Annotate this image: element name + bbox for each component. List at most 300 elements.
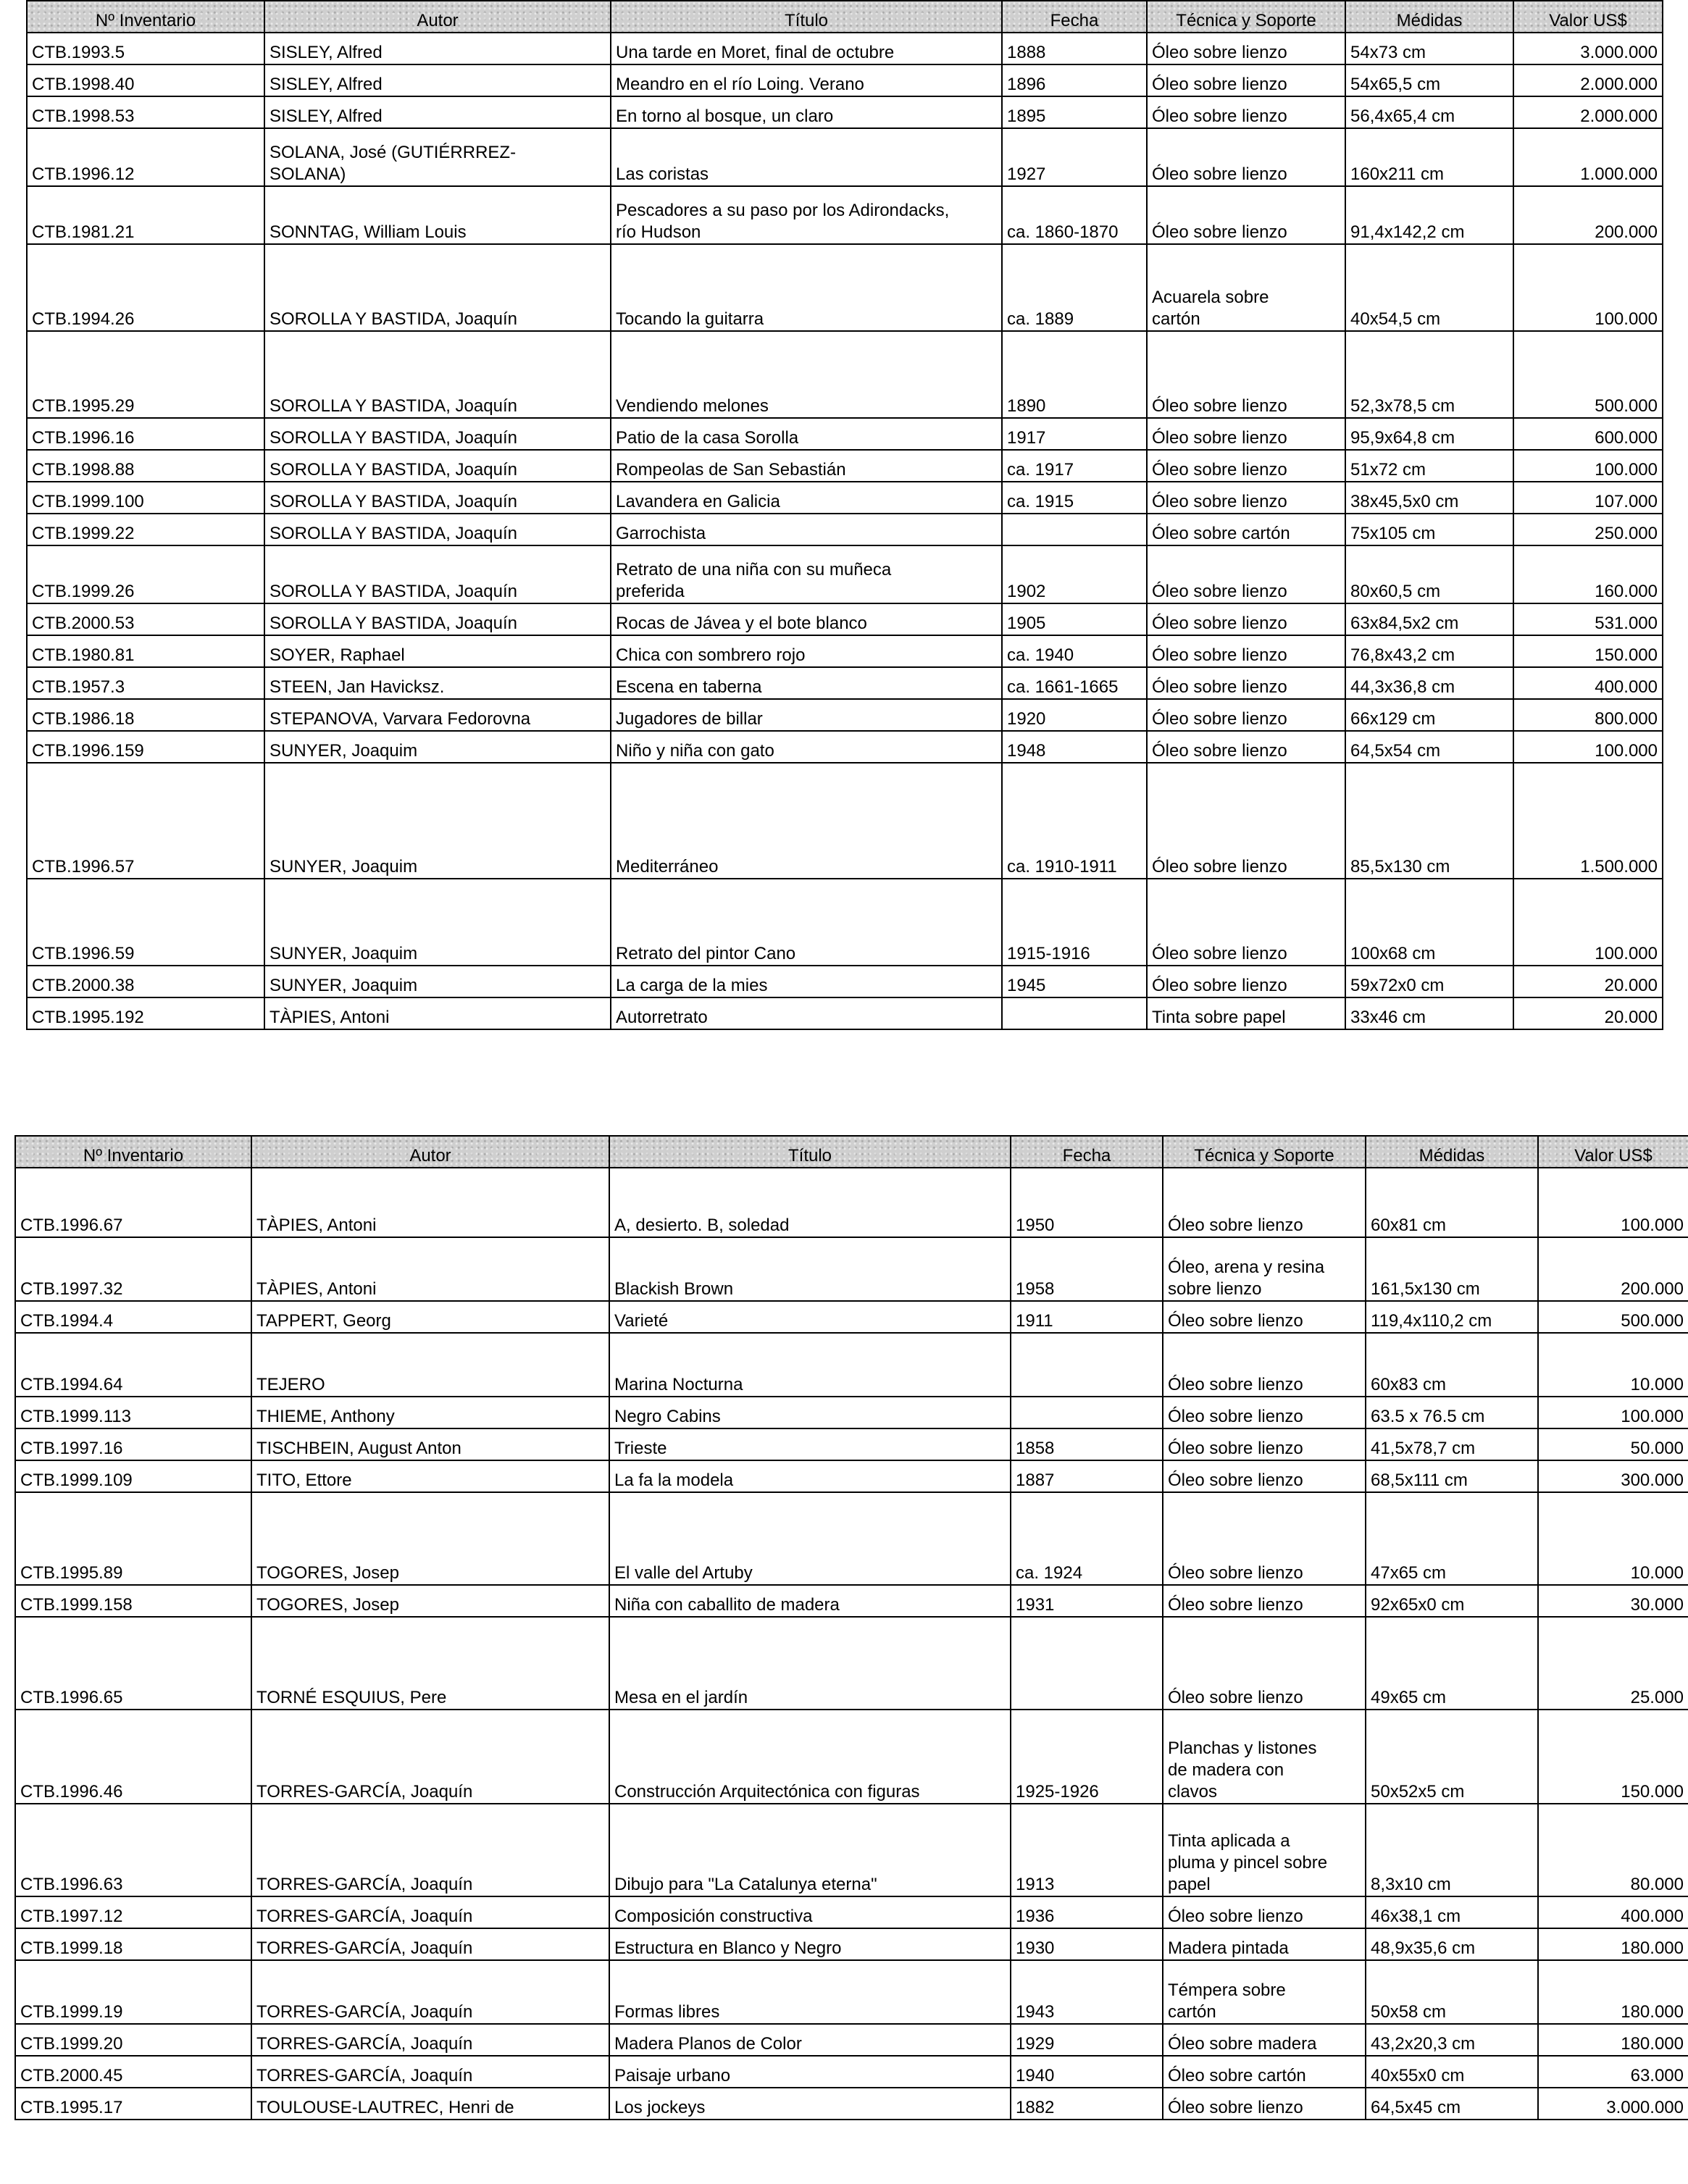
- dimensions-cell: 91,4x142,2 cm: [1345, 186, 1513, 244]
- technique-cell: Óleo sobre lienzo: [1163, 2088, 1366, 2120]
- author-cell: SONNTAG, William Louis: [264, 186, 611, 244]
- inventory-number-cell: CTB.1995.17: [15, 2088, 251, 2120]
- table-row: [27, 64, 1663, 96]
- title-cell: Construcción Arquitectónica con figuras: [609, 1710, 1011, 1804]
- author-cell: SOROLLA Y BASTIDA, Joaquín: [264, 418, 611, 450]
- table-1-body: [27, 33, 1663, 1029]
- technique-cell: Óleo sobre lienzo: [1163, 1168, 1366, 1237]
- date-cell: 1890: [1002, 331, 1147, 418]
- technique-cell: Óleo sobre lienzo: [1147, 418, 1345, 450]
- date-cell: 1915-1916: [1002, 879, 1147, 966]
- technique-cell: Tinta aplicada a pluma y pincel sobre papel: [1163, 1804, 1366, 1896]
- technique-cell: Óleo sobre lienzo: [1163, 1397, 1366, 1428]
- table-row: [27, 966, 1663, 997]
- dimensions-cell: 119,4x110,2 cm: [1366, 1301, 1538, 1333]
- date-cell: 1911: [1011, 1301, 1163, 1333]
- dimensions-cell: 64,5x54 cm: [1345, 731, 1513, 763]
- title-cell: Rocas de Jávea y el bote blanco: [611, 603, 1002, 635]
- dimensions-cell: 80x60,5 cm: [1345, 545, 1513, 603]
- dimensions-cell: 43,2x20,3 cm: [1366, 2024, 1538, 2056]
- dimensions-cell: 75x105 cm: [1345, 514, 1513, 545]
- author-cell: SOROLLA Y BASTIDA, Joaquín: [264, 450, 611, 482]
- author-cell: TOGORES, Josep: [251, 1585, 609, 1617]
- inventory-number-cell: CTB.1998.40: [27, 64, 264, 96]
- table-row: [15, 1168, 1688, 1237]
- inventory-number-cell: CTB.1996.65: [15, 1617, 251, 1710]
- inventory-number-cell: CTB.1997.32: [15, 1237, 251, 1301]
- technique-cell: Óleo sobre lienzo: [1163, 1617, 1366, 1710]
- header-row: [27, 1, 1663, 33]
- dimensions-cell: 66x129 cm: [1345, 699, 1513, 731]
- inventory-number-cell: CTB.1995.192: [27, 997, 264, 1029]
- value-cell: 3.000.000: [1513, 33, 1663, 64]
- technique-cell: Óleo sobre lienzo: [1163, 1492, 1366, 1585]
- title-cell: Meandro en el río Loing. Verano: [611, 64, 1002, 96]
- inventory-number-cell: CTB.1994.26: [27, 244, 264, 331]
- title-cell: Escena en taberna: [611, 667, 1002, 699]
- inventory-number-cell: CTB.1996.57: [27, 763, 264, 879]
- title-cell: Madera Planos de Color: [609, 2024, 1011, 2056]
- value-cell: 100.000: [1538, 1397, 1688, 1428]
- value-cell: 100.000: [1538, 1168, 1688, 1237]
- table-row: [15, 1428, 1688, 1460]
- date-cell: 1940: [1011, 2056, 1163, 2088]
- inventory-table-1: [26, 0, 1663, 1030]
- author-cell: STEEN, Jan Havicksz.: [264, 667, 611, 699]
- date-cell: 1927: [1002, 128, 1147, 186]
- author-cell: TÀPIES, Antoni: [251, 1168, 609, 1237]
- date-cell: 1882: [1011, 2088, 1163, 2120]
- author-cell: SUNYER, Joaquim: [264, 763, 611, 879]
- dimensions-cell: 76,8x43,2 cm: [1345, 635, 1513, 667]
- author-cell: SISLEY, Alfred: [264, 96, 611, 128]
- table-row: [15, 1237, 1688, 1301]
- technique-cell: Óleo sobre lienzo: [1147, 545, 1345, 603]
- technique-cell: Óleo sobre lienzo: [1147, 128, 1345, 186]
- author-cell: TORRES-GARCÍA, Joaquín: [251, 1960, 609, 2024]
- table-row: [27, 418, 1663, 450]
- value-cell: 10.000: [1538, 1333, 1688, 1397]
- table-row: [15, 1397, 1688, 1428]
- technique-cell: Óleo sobre lienzo: [1147, 731, 1345, 763]
- header-row: [15, 1136, 1688, 1168]
- value-cell: 80.000: [1538, 1804, 1688, 1896]
- table-row: [27, 33, 1663, 64]
- technique-cell: Óleo sobre lienzo: [1147, 331, 1345, 418]
- date-cell: [1011, 1333, 1163, 1397]
- dimensions-cell: 68,5x111 cm: [1366, 1460, 1538, 1492]
- inventory-number-cell: CTB.1999.19: [15, 1960, 251, 2024]
- technique-cell: Óleo sobre lienzo: [1163, 1896, 1366, 1928]
- dimensions-cell: 49x65 cm: [1366, 1617, 1538, 1710]
- author-cell: TÀPIES, Antoni: [264, 997, 611, 1029]
- title-cell: Dibujo para "La Catalunya eterna": [609, 1804, 1011, 1896]
- header-autor: Autor: [264, 1, 611, 33]
- title-cell: El valle del Artuby: [609, 1492, 1011, 1585]
- author-cell: TORNÉ ESQUIUS, Pere: [251, 1617, 609, 1710]
- title-cell: Blackish Brown: [609, 1237, 1011, 1301]
- author-cell: TITO, Ettore: [251, 1460, 609, 1492]
- title-cell: Tocando la guitarra: [611, 244, 1002, 331]
- inventory-number-cell: CTB.1996.59: [27, 879, 264, 966]
- date-cell: 1958: [1011, 1237, 1163, 1301]
- date-cell: ca. 1889: [1002, 244, 1147, 331]
- table-row: [15, 2024, 1688, 2056]
- date-cell: 1931: [1011, 1585, 1163, 1617]
- date-cell: 1929: [1011, 2024, 1163, 2056]
- dimensions-cell: 8,3x10 cm: [1366, 1804, 1538, 1896]
- inventory-number-cell: CTB.1999.100: [27, 482, 264, 514]
- table-row: [27, 879, 1663, 966]
- value-cell: 250.000: [1513, 514, 1663, 545]
- table-row: [15, 2088, 1688, 2120]
- value-cell: 200.000: [1513, 186, 1663, 244]
- value-cell: 150.000: [1513, 635, 1663, 667]
- dimensions-cell: 54x73 cm: [1345, 33, 1513, 64]
- inventory-number-cell: CTB.1993.5: [27, 33, 264, 64]
- inventory-number-cell: CTB.1996.46: [15, 1710, 251, 1804]
- author-cell: TEJERO: [251, 1333, 609, 1397]
- value-cell: 400.000: [1513, 667, 1663, 699]
- date-cell: 1905: [1002, 603, 1147, 635]
- value-cell: 63.000: [1538, 2056, 1688, 2088]
- date-cell: 1920: [1002, 699, 1147, 731]
- date-cell: 1917: [1002, 418, 1147, 450]
- dimensions-cell: 160x211 cm: [1345, 128, 1513, 186]
- author-cell: SOROLLA Y BASTIDA, Joaquín: [264, 603, 611, 635]
- value-cell: 1.500.000: [1513, 763, 1663, 879]
- dimensions-cell: 38x45,5x0 cm: [1345, 482, 1513, 514]
- inventory-number-cell: CTB.1996.12: [27, 128, 264, 186]
- technique-cell: Óleo sobre lienzo: [1163, 1333, 1366, 1397]
- value-cell: 180.000: [1538, 1960, 1688, 2024]
- author-cell: SUNYER, Joaquim: [264, 879, 611, 966]
- table-row: [27, 667, 1663, 699]
- technique-cell: Planchas y listones de madera con clavos: [1163, 1710, 1366, 1804]
- inventory-number-cell: CTB.1999.158: [15, 1585, 251, 1617]
- inventory-number-cell: CTB.1994.64: [15, 1333, 251, 1397]
- date-cell: 1888: [1002, 33, 1147, 64]
- header-valor: Valor US$: [1513, 1, 1663, 33]
- date-cell: [1011, 1617, 1163, 1710]
- dimensions-cell: 92x65x0 cm: [1366, 1585, 1538, 1617]
- table-row: [27, 96, 1663, 128]
- title-cell: Los jockeys: [609, 2088, 1011, 2120]
- header-titulo: Título: [609, 1136, 1011, 1168]
- date-cell: 1887: [1011, 1460, 1163, 1492]
- dimensions-cell: 40x54,5 cm: [1345, 244, 1513, 331]
- dimensions-cell: 60x83 cm: [1366, 1333, 1538, 1397]
- title-cell: Negro Cabins: [609, 1397, 1011, 1428]
- author-cell: THIEME, Anthony: [251, 1397, 609, 1428]
- table-row: [15, 1804, 1688, 1896]
- author-cell: TORRES-GARCÍA, Joaquín: [251, 1896, 609, 1928]
- header-fecha: Fecha: [1011, 1136, 1163, 1168]
- title-cell: Chica con sombrero rojo: [611, 635, 1002, 667]
- value-cell: 1.000.000: [1513, 128, 1663, 186]
- date-cell: 1858: [1011, 1428, 1163, 1460]
- dimensions-cell: 50x58 cm: [1366, 1960, 1538, 2024]
- technique-cell: Témpera sobre cartón: [1163, 1960, 1366, 2024]
- technique-cell: Óleo sobre lienzo: [1147, 667, 1345, 699]
- value-cell: 2.000.000: [1513, 96, 1663, 128]
- inventory-number-cell: CTB.2000.45: [15, 2056, 251, 2088]
- table-row: [15, 1617, 1688, 1710]
- author-cell: TISCHBEIN, August Anton: [251, 1428, 609, 1460]
- title-cell: Retrato del pintor Cano: [611, 879, 1002, 966]
- inventory-number-cell: CTB.1996.67: [15, 1168, 251, 1237]
- title-cell: Niño y niña con gato: [611, 731, 1002, 763]
- header-medidas: Médidas: [1366, 1136, 1538, 1168]
- inventory-number-cell: CTB.1980.81: [27, 635, 264, 667]
- title-cell: La carga de la mies: [611, 966, 1002, 997]
- dimensions-cell: 44,3x36,8 cm: [1345, 667, 1513, 699]
- dimensions-cell: 59x72x0 cm: [1345, 966, 1513, 997]
- dimensions-cell: 85,5x130 cm: [1345, 763, 1513, 879]
- value-cell: 180.000: [1538, 1928, 1688, 1960]
- date-cell: 1930: [1011, 1928, 1163, 1960]
- date-cell: 1936: [1011, 1896, 1163, 1928]
- dimensions-cell: 63x84,5x2 cm: [1345, 603, 1513, 635]
- title-cell: Rompeolas de San Sebastián: [611, 450, 1002, 482]
- technique-cell: Óleo sobre lienzo: [1147, 699, 1345, 731]
- date-cell: ca. 1860-1870: [1002, 186, 1147, 244]
- value-cell: 3.000.000: [1538, 2088, 1688, 2120]
- dimensions-cell: 95,9x64,8 cm: [1345, 418, 1513, 450]
- inventory-number-cell: CTB.1999.20: [15, 2024, 251, 2056]
- inventory-number-cell: CTB.1999.18: [15, 1928, 251, 1960]
- inventory-number-cell: CTB.2000.38: [27, 966, 264, 997]
- value-cell: 400.000: [1538, 1896, 1688, 1928]
- title-cell: Niña con caballito de madera: [609, 1585, 1011, 1617]
- title-cell: Vendiendo melones: [611, 331, 1002, 418]
- inventory-number-cell: CTB.1996.16: [27, 418, 264, 450]
- technique-cell: Óleo sobre lienzo: [1147, 879, 1345, 966]
- table-row: [27, 450, 1663, 482]
- value-cell: 300.000: [1538, 1460, 1688, 1492]
- table-row: [27, 635, 1663, 667]
- value-cell: 20.000: [1513, 997, 1663, 1029]
- title-cell: Pescadores a su paso por los Adirondacks, río Hudson: [611, 186, 1002, 244]
- author-cell: TOGORES, Josep: [251, 1492, 609, 1585]
- title-cell: Lavandera en Galicia: [611, 482, 1002, 514]
- table-row: [27, 186, 1663, 244]
- author-cell: SOROLLA Y BASTIDA, Joaquín: [264, 545, 611, 603]
- inventory-number-cell: CTB.1998.53: [27, 96, 264, 128]
- header-fecha: Fecha: [1002, 1, 1147, 33]
- table-row: [15, 1896, 1688, 1928]
- inventory-number-cell: CTB.1998.88: [27, 450, 264, 482]
- header-medidas: Médidas: [1345, 1, 1513, 33]
- inventory-number-cell: CTB.1957.3: [27, 667, 264, 699]
- table-row: [27, 514, 1663, 545]
- title-cell: En torno al bosque, un claro: [611, 96, 1002, 128]
- author-cell: SOYER, Raphael: [264, 635, 611, 667]
- date-cell: 1943: [1011, 1960, 1163, 2024]
- title-cell: Estructura en Blanco y Negro: [609, 1928, 1011, 1960]
- inventory-number-cell: CTB.1981.21: [27, 186, 264, 244]
- inventory-number-cell: CTB.1997.12: [15, 1896, 251, 1928]
- value-cell: 800.000: [1513, 699, 1663, 731]
- title-cell: Autorretrato: [611, 997, 1002, 1029]
- author-cell: TAPPERT, Georg: [251, 1301, 609, 1333]
- dimensions-cell: 100x68 cm: [1345, 879, 1513, 966]
- technique-cell: Óleo sobre lienzo: [1147, 635, 1345, 667]
- date-cell: 1913: [1011, 1804, 1163, 1896]
- technique-cell: Óleo sobre cartón: [1163, 2056, 1366, 2088]
- title-cell: Varieté: [609, 1301, 1011, 1333]
- value-cell: 500.000: [1513, 331, 1663, 418]
- technique-cell: Óleo sobre madera: [1163, 2024, 1366, 2056]
- title-cell: Las coristas: [611, 128, 1002, 186]
- date-cell: 1895: [1002, 96, 1147, 128]
- date-cell: ca. 1917: [1002, 450, 1147, 482]
- inventory-number-cell: CTB.1996.159: [27, 731, 264, 763]
- header-inventario: Nº Inventario: [27, 1, 264, 33]
- title-cell: Paisaje urbano: [609, 2056, 1011, 2088]
- technique-cell: Óleo sobre lienzo: [1147, 96, 1345, 128]
- inventory-number-cell: CTB.1999.22: [27, 514, 264, 545]
- author-cell: TÀPIES, Antoni: [251, 1237, 609, 1301]
- table-row: [15, 1928, 1688, 1960]
- author-cell: SOROLLA Y BASTIDA, Joaquín: [264, 331, 611, 418]
- date-cell: 1896: [1002, 64, 1147, 96]
- technique-cell: Óleo sobre lienzo: [1147, 64, 1345, 96]
- author-cell: TORRES-GARCÍA, Joaquín: [251, 2056, 609, 2088]
- technique-cell: Óleo sobre lienzo: [1147, 482, 1345, 514]
- value-cell: 200.000: [1538, 1237, 1688, 1301]
- table-row: [27, 482, 1663, 514]
- author-cell: SUNYER, Joaquim: [264, 731, 611, 763]
- title-cell: Jugadores de billar: [611, 699, 1002, 731]
- title-cell: Una tarde en Moret, final de octubre: [611, 33, 1002, 64]
- table-row: [15, 1460, 1688, 1492]
- dimensions-cell: 33x46 cm: [1345, 997, 1513, 1029]
- table-row: [27, 763, 1663, 879]
- date-cell: 1948: [1002, 731, 1147, 763]
- inventory-table-2: [14, 1135, 1688, 2120]
- technique-cell: Óleo sobre lienzo: [1163, 1301, 1366, 1333]
- dimensions-cell: 41,5x78,7 cm: [1366, 1428, 1538, 1460]
- value-cell: 25.000: [1538, 1617, 1688, 1710]
- inventory-number-cell: CTB.1999.113: [15, 1397, 251, 1428]
- dimensions-cell: 60x81 cm: [1366, 1168, 1538, 1237]
- author-cell: TORRES-GARCÍA, Joaquín: [251, 2024, 609, 2056]
- title-cell: Garrochista: [611, 514, 1002, 545]
- table-row: [27, 244, 1663, 331]
- date-cell: [1002, 997, 1147, 1029]
- table-row: [15, 2056, 1688, 2088]
- value-cell: 600.000: [1513, 418, 1663, 450]
- date-cell: [1011, 1397, 1163, 1428]
- table-row: [27, 545, 1663, 603]
- inventory-number-cell: CTB.1995.29: [27, 331, 264, 418]
- dimensions-cell: 54x65,5 cm: [1345, 64, 1513, 96]
- table-row: [15, 1585, 1688, 1617]
- value-cell: 30.000: [1538, 1585, 1688, 1617]
- author-cell: TORRES-GARCÍA, Joaquín: [251, 1804, 609, 1896]
- date-cell: 1950: [1011, 1168, 1163, 1237]
- dimensions-cell: 40x55x0 cm: [1366, 2056, 1538, 2088]
- title-cell: Mesa en el jardín: [609, 1617, 1011, 1710]
- value-cell: 160.000: [1513, 545, 1663, 603]
- value-cell: 150.000: [1538, 1710, 1688, 1804]
- author-cell: SOROLLA Y BASTIDA, Joaquín: [264, 244, 611, 331]
- dimensions-cell: 51x72 cm: [1345, 450, 1513, 482]
- technique-cell: Óleo sobre lienzo: [1147, 450, 1345, 482]
- date-cell: ca. 1910-1911: [1002, 763, 1147, 879]
- dimensions-cell: 52,3x78,5 cm: [1345, 331, 1513, 418]
- inventory-number-cell: CTB.1996.63: [15, 1804, 251, 1896]
- dimensions-cell: 63.5 x 76.5 cm: [1366, 1397, 1538, 1428]
- title-cell: Marina Nocturna: [609, 1333, 1011, 1397]
- value-cell: 100.000: [1513, 450, 1663, 482]
- technique-cell: Óleo sobre lienzo: [1163, 1585, 1366, 1617]
- date-cell: 1902: [1002, 545, 1147, 603]
- technique-cell: Óleo sobre lienzo: [1147, 33, 1345, 64]
- technique-cell: Óleo sobre lienzo: [1163, 1428, 1366, 1460]
- technique-cell: Óleo sobre lienzo: [1147, 966, 1345, 997]
- dimensions-cell: 46x38,1 cm: [1366, 1896, 1538, 1928]
- value-cell: 531.000: [1513, 603, 1663, 635]
- value-cell: 100.000: [1513, 731, 1663, 763]
- table-row: [27, 699, 1663, 731]
- author-cell: SOROLLA Y BASTIDA, Joaquín: [264, 514, 611, 545]
- technique-cell: Óleo sobre lienzo: [1147, 603, 1345, 635]
- author-cell: SISLEY, Alfred: [264, 64, 611, 96]
- header-tecnica: Técnica y Soporte: [1147, 1, 1345, 33]
- date-cell: ca. 1661-1665: [1002, 667, 1147, 699]
- table-row: [27, 603, 1663, 635]
- date-cell: 1945: [1002, 966, 1147, 997]
- value-cell: 100.000: [1513, 244, 1663, 331]
- technique-cell: Óleo sobre cartón: [1147, 514, 1345, 545]
- header-autor: Autor: [251, 1136, 609, 1168]
- inventory-number-cell: CTB.1995.89: [15, 1492, 251, 1585]
- table-row: [15, 1492, 1688, 1585]
- author-cell: SISLEY, Alfred: [264, 33, 611, 64]
- inventory-number-cell: CTB.1997.16: [15, 1428, 251, 1460]
- dimensions-cell: 161,5x130 cm: [1366, 1237, 1538, 1301]
- table-row: [27, 128, 1663, 186]
- technique-cell: Madera pintada: [1163, 1928, 1366, 1960]
- table-row: [27, 731, 1663, 763]
- dimensions-cell: 50x52x5 cm: [1366, 1710, 1538, 1804]
- inventory-number-cell: CTB.1986.18: [27, 699, 264, 731]
- date-cell: [1002, 514, 1147, 545]
- value-cell: 2.000.000: [1513, 64, 1663, 96]
- inventory-number-cell: CTB.1999.26: [27, 545, 264, 603]
- value-cell: 500.000: [1538, 1301, 1688, 1333]
- author-cell: TOULOUSE-LAUTREC, Henri de: [251, 2088, 609, 2120]
- technique-cell: Óleo sobre lienzo: [1163, 1460, 1366, 1492]
- title-cell: La fa la modela: [609, 1460, 1011, 1492]
- technique-cell: Óleo sobre lienzo: [1147, 186, 1345, 244]
- author-cell: SOROLLA Y BASTIDA, Joaquín: [264, 482, 611, 514]
- table-row: [27, 331, 1663, 418]
- table-row: [15, 1333, 1688, 1397]
- value-cell: 100.000: [1513, 879, 1663, 966]
- title-cell: Retrato de una niña con su muñeca preferida: [611, 545, 1002, 603]
- table-row: [15, 1960, 1688, 2024]
- title-cell: Formas libres: [609, 1960, 1011, 2024]
- value-cell: 180.000: [1538, 2024, 1688, 2056]
- technique-cell: Tinta sobre papel: [1147, 997, 1345, 1029]
- value-cell: 50.000: [1538, 1428, 1688, 1460]
- header-tecnica: Técnica y Soporte: [1163, 1136, 1366, 1168]
- value-cell: 10.000: [1538, 1492, 1688, 1585]
- dimensions-cell: 48,9x35,6 cm: [1366, 1928, 1538, 1960]
